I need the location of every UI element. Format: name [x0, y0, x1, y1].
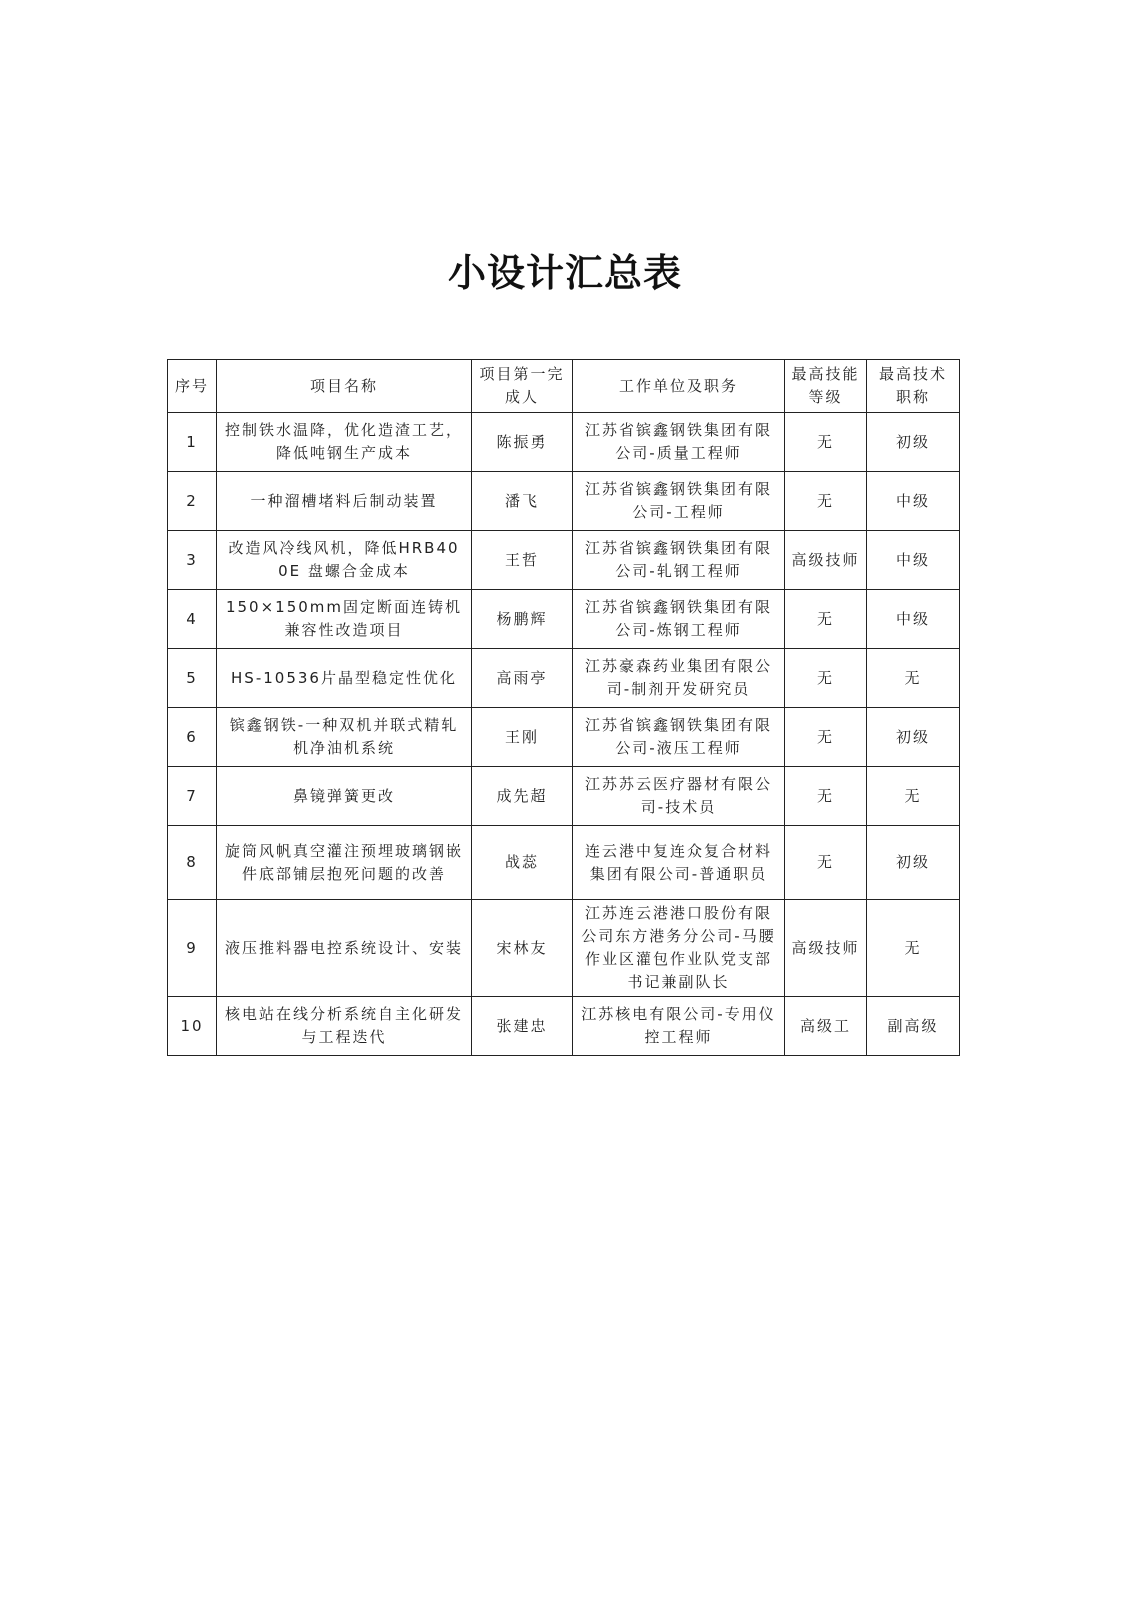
table-row — [168, 708, 960, 767]
cell-first-contributor: 张建忠 — [472, 997, 573, 1056]
cell-professional-title: 副高级 — [867, 997, 960, 1056]
cell-project-name: 旋筒风帆真空灌注预埋玻璃钢嵌件底部铺层抱死问题的改善 — [217, 826, 472, 900]
cell-index: 4 — [168, 590, 217, 649]
table-row — [168, 472, 960, 531]
cell-professional-title: 初级 — [867, 826, 960, 900]
table-row — [168, 649, 960, 708]
cell-project-name: 改造风冷线风机，降低HRB400E 盘螺合金成本 — [217, 531, 472, 590]
cell-index: 6 — [168, 708, 217, 767]
cell-professional-title: 中级 — [867, 531, 960, 590]
cell-index: 8 — [168, 826, 217, 900]
table-row — [168, 767, 960, 826]
header-row — [168, 360, 960, 413]
cell-employer-position: 江苏核电有限公司-专用仪控工程师 — [573, 997, 785, 1056]
cell-skill-level: 无 — [785, 708, 867, 767]
cell-index: 9 — [168, 900, 217, 997]
cell-index: 1 — [168, 413, 217, 472]
cell-project-name: 一种溜槽堵料后制动装置 — [217, 472, 472, 531]
cell-skill-level: 高级技师 — [785, 531, 867, 590]
header-cell-project-name: 项目名称 — [217, 360, 472, 413]
cell-employer-position: 江苏苏云医疗器材有限公司-技术员 — [573, 767, 785, 826]
cell-project-name: 核电站在线分析系统自主化研发与工程迭代 — [217, 997, 472, 1056]
cell-employer-position: 江苏省镔鑫钢铁集团有限公司-工程师 — [573, 472, 785, 531]
cell-first-contributor: 王哲 — [472, 531, 573, 590]
cell-project-name: 150×150mm固定断面连铸机兼容性改造项目 — [217, 590, 472, 649]
header-cell-employer-position: 工作单位及职务 — [573, 360, 785, 413]
cell-first-contributor: 潘飞 — [472, 472, 573, 531]
header-cell-professional-title: 最高技术职称 — [867, 360, 960, 413]
cell-index: 10 — [168, 997, 217, 1056]
table-row — [168, 900, 960, 997]
cell-professional-title: 中级 — [867, 590, 960, 649]
table-row — [168, 826, 960, 900]
cell-project-name: 控制铁水温降，优化造渣工艺，降低吨钢生产成本 — [217, 413, 472, 472]
cell-skill-level: 高级工 — [785, 997, 867, 1056]
cell-first-contributor: 战蕊 — [472, 826, 573, 900]
page-title: 小设计汇总表 — [447, 250, 682, 295]
cell-employer-position: 江苏省镔鑫钢铁集团有限公司-炼钢工程师 — [573, 590, 785, 649]
cell-professional-title: 初级 — [867, 708, 960, 767]
cell-skill-level: 无 — [785, 413, 867, 472]
cell-first-contributor: 宋林友 — [472, 900, 573, 997]
cell-employer-position: 连云港中复连众复合材料集团有限公司-普通职员 — [573, 826, 785, 900]
cell-skill-level: 无 — [785, 649, 867, 708]
header-cell-first-contributor: 项目第一完成人 — [472, 360, 573, 413]
cell-professional-title: 中级 — [867, 472, 960, 531]
cell-employer-position: 江苏省镔鑫钢铁集团有限公司-液压工程师 — [573, 708, 785, 767]
cell-employer-position: 江苏连云港港口股份有限公司东方港务分公司-马腰作业区灌包作业队党支部书记兼副队长 — [573, 900, 785, 997]
cell-index: 7 — [168, 767, 217, 826]
cell-employer-position: 江苏豪森药业集团有限公司-制剂开发研究员 — [573, 649, 785, 708]
cell-employer-position: 江苏省镔鑫钢铁集团有限公司-质量工程师 — [573, 413, 785, 472]
cell-skill-level: 无 — [785, 826, 867, 900]
cell-first-contributor: 王刚 — [472, 708, 573, 767]
cell-professional-title: 初级 — [867, 413, 960, 472]
cell-professional-title: 无 — [867, 767, 960, 826]
cell-project-name: 镔鑫钢铁-一种双机并联式精轧机净油机系统 — [217, 708, 472, 767]
cell-professional-title: 无 — [867, 900, 960, 997]
table-row — [168, 413, 960, 472]
summary-table — [167, 359, 960, 1056]
cell-professional-title: 无 — [867, 649, 960, 708]
cell-skill-level: 无 — [785, 472, 867, 531]
cell-first-contributor: 陈振勇 — [472, 413, 573, 472]
cell-skill-level: 无 — [785, 590, 867, 649]
cell-first-contributor: 高雨亭 — [472, 649, 573, 708]
table-row — [168, 531, 960, 590]
cell-first-contributor: 成先超 — [472, 767, 573, 826]
cell-project-name: HS-10536片晶型稳定性优化 — [217, 649, 472, 708]
header-cell-index: 序号 — [168, 360, 217, 413]
cell-skill-level: 高级技师 — [785, 900, 867, 997]
header-cell-skill-level: 最高技能等级 — [785, 360, 867, 413]
cell-skill-level: 无 — [785, 767, 867, 826]
table-row — [168, 590, 960, 649]
table-row — [168, 997, 960, 1056]
cell-employer-position: 江苏省镔鑫钢铁集团有限公司-轧钢工程师 — [573, 531, 785, 590]
cell-index: 3 — [168, 531, 217, 590]
cell-index: 5 — [168, 649, 217, 708]
cell-first-contributor: 杨鹏辉 — [472, 590, 573, 649]
cell-project-name: 鼻镜弹簧更改 — [217, 767, 472, 826]
cell-index: 2 — [168, 472, 217, 531]
cell-project-name: 液压推料器电控系统设计、安装 — [217, 900, 472, 997]
